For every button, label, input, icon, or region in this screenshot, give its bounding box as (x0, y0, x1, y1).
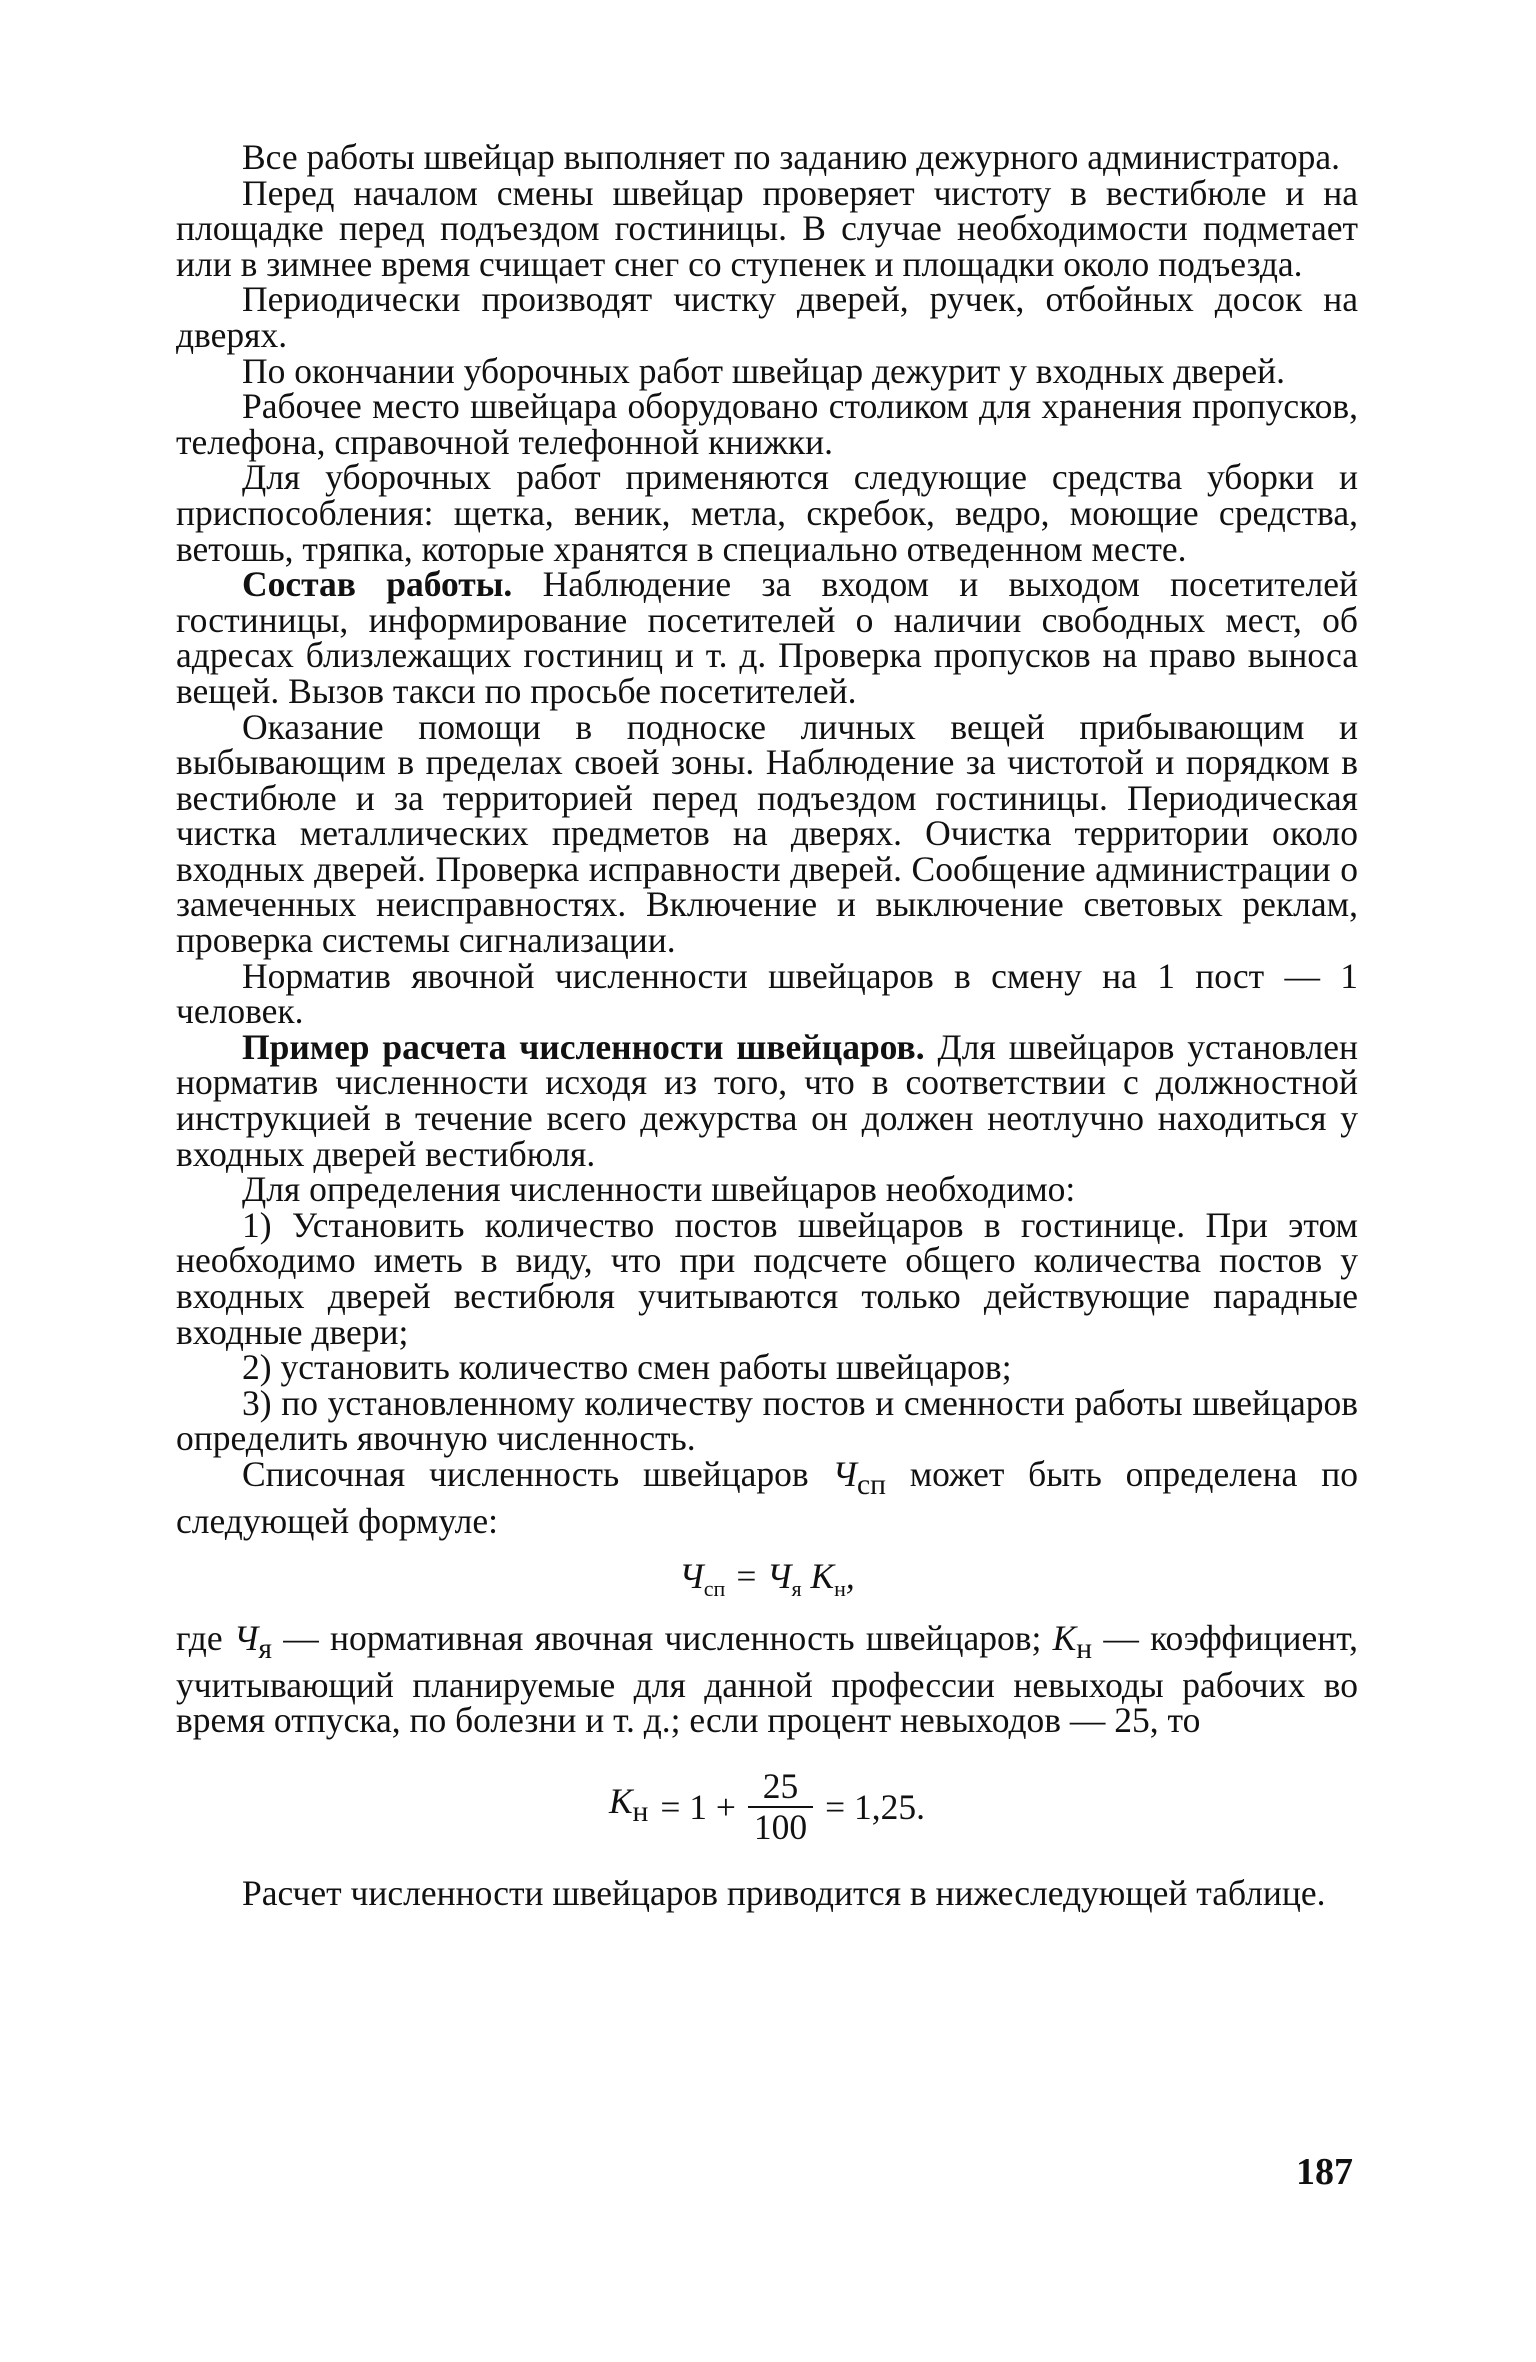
section-heading: Пример расчета численности швейцаров. (242, 1026, 925, 1067)
formula-operator: = (725, 1556, 768, 1597)
paragraph: Перед началом смены швейцар проверяет чистоту в вестибюле и на площадке перед подъездом гостиницы. В случае необходимости подметает или в зимнее время счищает снег со ступенек и площадки около подъезда. (176, 172, 1358, 284)
paragraph-example (176, 1026, 1358, 1174)
symbol-subscript: н (1076, 1633, 1093, 1666)
paragraph: Периодически производят чистку дверей, ручек, отбойных досок на дверях. (176, 279, 1358, 355)
formula-subscript: сп (703, 1576, 726, 1602)
formula-symbol: Ч (679, 1556, 704, 1597)
fraction-numerator: 25 (748, 1769, 813, 1809)
paragraph-text: где (176, 1617, 234, 1658)
paragraph: Норматив явочной численности швейцаров в смену на 1 пост — 1 человек. (176, 955, 1358, 1032)
symbol-subscript: сп (856, 1469, 886, 1502)
paragraph-text: — нормативная явочная численность швейцаров; (271, 1617, 1053, 1658)
paragraph-text: Наблюдение за входом и выходом посетителей гостиницы, информирование посетителей о наличии свободных мест, об адресах близлежащих гостиниц и т. д. Проверка пропусков на право выноса вещей. Вызов такси по просьбе посетителей. (176, 564, 1358, 711)
list-item: 3) по установленному количеству постов и сменности работы швейцаров определить явочную численность. (176, 1382, 1358, 1459)
formula-subscript: н (632, 1796, 649, 1829)
paragraph-text: может быть определена по следующей формуле: (176, 1453, 1358, 1541)
paragraph: Рабочее место швейцара оборудовано столиком для хранения пропусков, телефона, справочной телефонной книжки. (176, 386, 1358, 462)
formula-symbol: Ч (767, 1556, 792, 1597)
symbol: Ч (233, 1617, 259, 1658)
formula-fraction (742, 1765, 819, 1848)
paragraph-text: — коэффициент, учитывающий планируемые для данной профессии невыходы рабочих во время отпуска, по болезни и т. д.; если процент невыходов — 25, то (176, 1617, 1358, 1741)
formula-symbol: К (608, 1781, 633, 1822)
paragraph: Для определения численности швейцаров необходимо: (242, 1169, 1076, 1210)
paragraph (176, 1617, 1358, 1741)
symbol: Ч (832, 1453, 857, 1494)
formula-operator: = 1 + (660, 1786, 736, 1827)
section-heading: Состав работы. (242, 564, 513, 605)
list-item: 1) Установить количество постов швейцаров в гостинице. При этом необходимо иметь в виду, что при подсчете общего количества постов у входных дверей вестибюля учитываются только действующие парадные входные двери; (176, 1204, 1358, 1352)
paragraph: По окончании уборочных работ швейцар дежурит у входных дверей. (242, 350, 1285, 391)
paragraph: Все работы швейцар выполняет по заданию дежурного администратора. (242, 137, 1340, 177)
formula-subscript: я (791, 1576, 802, 1602)
formula-lhs (603, 1769, 654, 1846)
formula-subscript: н (834, 1576, 846, 1602)
paragraph (176, 1453, 1358, 1541)
fraction-denominator: 100 (753, 1807, 808, 1848)
body-text (176, 137, 1358, 1913)
paragraph: Расчет численности швейцаров приводится в нижеследующей таблице. (242, 1873, 1326, 1913)
paragraph: Оказание помощи в подноске личных вещей прибывающим и выбывающим в пределах своей зоны. Наблюдение за чистотой и порядком в вестибюле и за территорией перед подъездом гостиницы. Периодическая чистка металлических предметов на дверях. Очистка территории около входных дверей. Проверка исправности дверей. Сообщение администрации о замеченных неисправностях. Включение и выключение световых реклам, проверка системы сигнализации. (176, 706, 1358, 961)
page-number: 187 (1296, 2151, 1353, 2193)
list-item: 2) установить количество смен работы швейцаров; (242, 1347, 1012, 1388)
formula-result: = 1,25. (825, 1786, 926, 1827)
paragraph-text: Списочная численность швейцаров (242, 1453, 833, 1494)
formula-coefficient (176, 1765, 1358, 1848)
paragraph-work-composition (176, 564, 1358, 711)
symbol: К (1052, 1617, 1077, 1658)
formula-staffing (176, 1556, 1358, 1607)
formula-symbol: К (801, 1556, 835, 1597)
formula-punct: , (845, 1556, 855, 1597)
paragraph: Для уборочных работ применяются следующие средства уборки и приспособления: щетка, веник, метла, скребок, ведро, моющие средства, ветошь, тряпка, которые хранятся в специально отведенном месте. (176, 457, 1358, 569)
paragraph-text: Для швейцаров установлен норматив численности исходя из того, что в соответствии с должностной инструкцией в течение всего дежурства он должен неотлучно находиться у входных дверей вестибюля. (176, 1026, 1358, 1174)
symbol-subscript: я (258, 1633, 272, 1666)
